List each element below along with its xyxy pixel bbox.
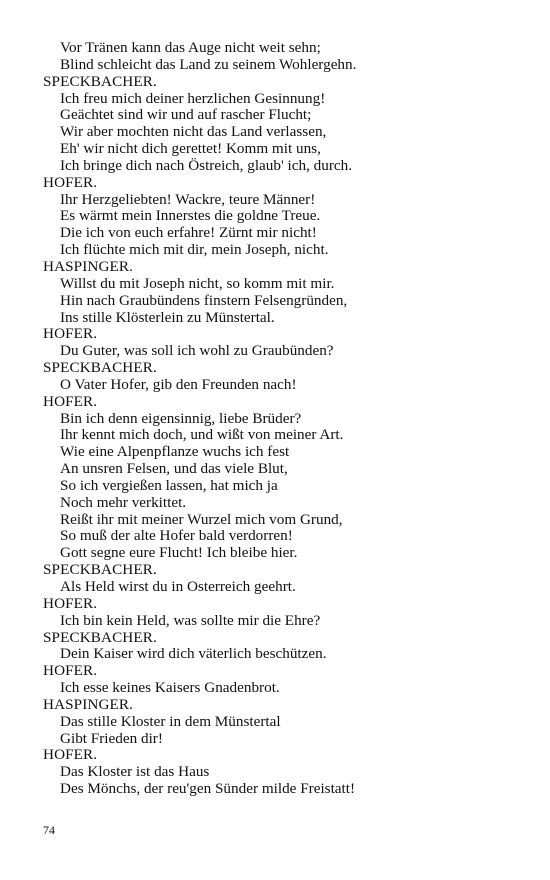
speaker-name: SPECKBACHER. [43,359,157,377]
verse-line: Wie eine Alpenpflanze wuchs ich fest [60,443,290,461]
verse-line: Reißt ihr mit meiner Wurzel mich vom Grund, [60,510,343,528]
verse-line: Ich esse keines Kaisers Gnadenbrot. [60,679,280,697]
verse-line: Noch mehr verkittet. [60,493,187,511]
verse-line: Als Held wirst du in Osterreich geehrt. [60,578,296,595]
verse-line: Ich bin kein Held, was sollte mir die Ehre? [60,611,321,629]
verse-line: Wir aber mochten nicht das Land verlassen, [60,123,327,141]
verse-line: Hin nach Graubündens finstern Felsengründen, [60,291,348,309]
verse-line: Dein Kaiser wird dich väterlich beschützen. [60,645,327,663]
verse-line: Ich bringe dich nach Östreich, glaub' ich, durch. [60,156,353,174]
speaker-name: HASPINGER. [43,257,134,275]
verse-line: Blind schleicht das Land zu seinem Wohlergehn. [60,55,357,73]
play-text-block [43,40,513,798]
verse-line: Die ich von euch erfahre! Zürnt mir nicht! [60,224,317,242]
verse-line: Ich freu mich deiner herzlichen Gesinnung! [60,89,326,107]
speaker-name: HOFER. [43,662,98,680]
page-number: 74 [43,823,55,837]
verse-line: So ich vergießen lassen, hat mich ja [60,476,278,494]
verse-line: Du Guter, was soll ich wohl zu Graubünden? [60,342,334,360]
verse-line: Bin ich denn eigensinnig, liebe Brüder? [60,409,302,427]
verse-line: Gott segne eure Flucht! Ich bleibe hier. [60,544,298,562]
speaker-name: HOFER. [43,392,98,410]
speaker-name: HOFER. [43,746,98,764]
verse-line: Gibt Frieden dir! [60,729,163,747]
verse-line: Ihr Herzgeliebten! Wackre, teure Männer! [60,190,316,208]
verse-line: Das stille Kloster in dem Münstertal [60,712,281,730]
verse-line: Eh' wir nicht dich gerettet! Komm mit uns, [60,140,321,158]
verse-line: Willst du mit Joseph nicht, so komm mit mir. [60,274,335,292]
verse-line: Ich flüchte mich mit dir, mein Joseph, nicht. [60,241,329,259]
speaker-name: SPECKBACHER. [43,561,157,579]
verse-line: Das Kloster ist das Haus [60,763,210,781]
verse-line: Ins stille Klösterlein zu Münstertal. [60,308,275,326]
speaker-name: SPECKBACHER. [43,628,157,646]
speaker-name: SPECKBACHER. [43,72,157,90]
speaker-name: HOFER. [43,173,98,191]
speaker-name: HOFER. [43,594,98,612]
verse-line: An unsren Felsen, und das viele Blut, [60,460,288,478]
verse-line: So muß der alte Hofer bald verdorren! [60,527,293,545]
verse-line: Geächtet sind wir und auf rascher Flucht; [60,106,312,124]
speaker-name: HOFER. [43,325,98,343]
verse-line: Es wärmt mein Innerstes die goldne Treue. [60,207,321,225]
verse-line: O Vater Hofer, gib den Freunden nach! [60,375,297,393]
verse-line: Vor Tränen kann das Auge nicht weit sehn; [60,39,321,56]
speaker-name: HASPINGER. [43,695,134,713]
verse-line: Ihr kennt mich doch, und wißt von meiner Art. [60,426,344,444]
verse-line: Des Mönchs, der reu'gen Sünder milde Freistatt! [60,780,356,798]
